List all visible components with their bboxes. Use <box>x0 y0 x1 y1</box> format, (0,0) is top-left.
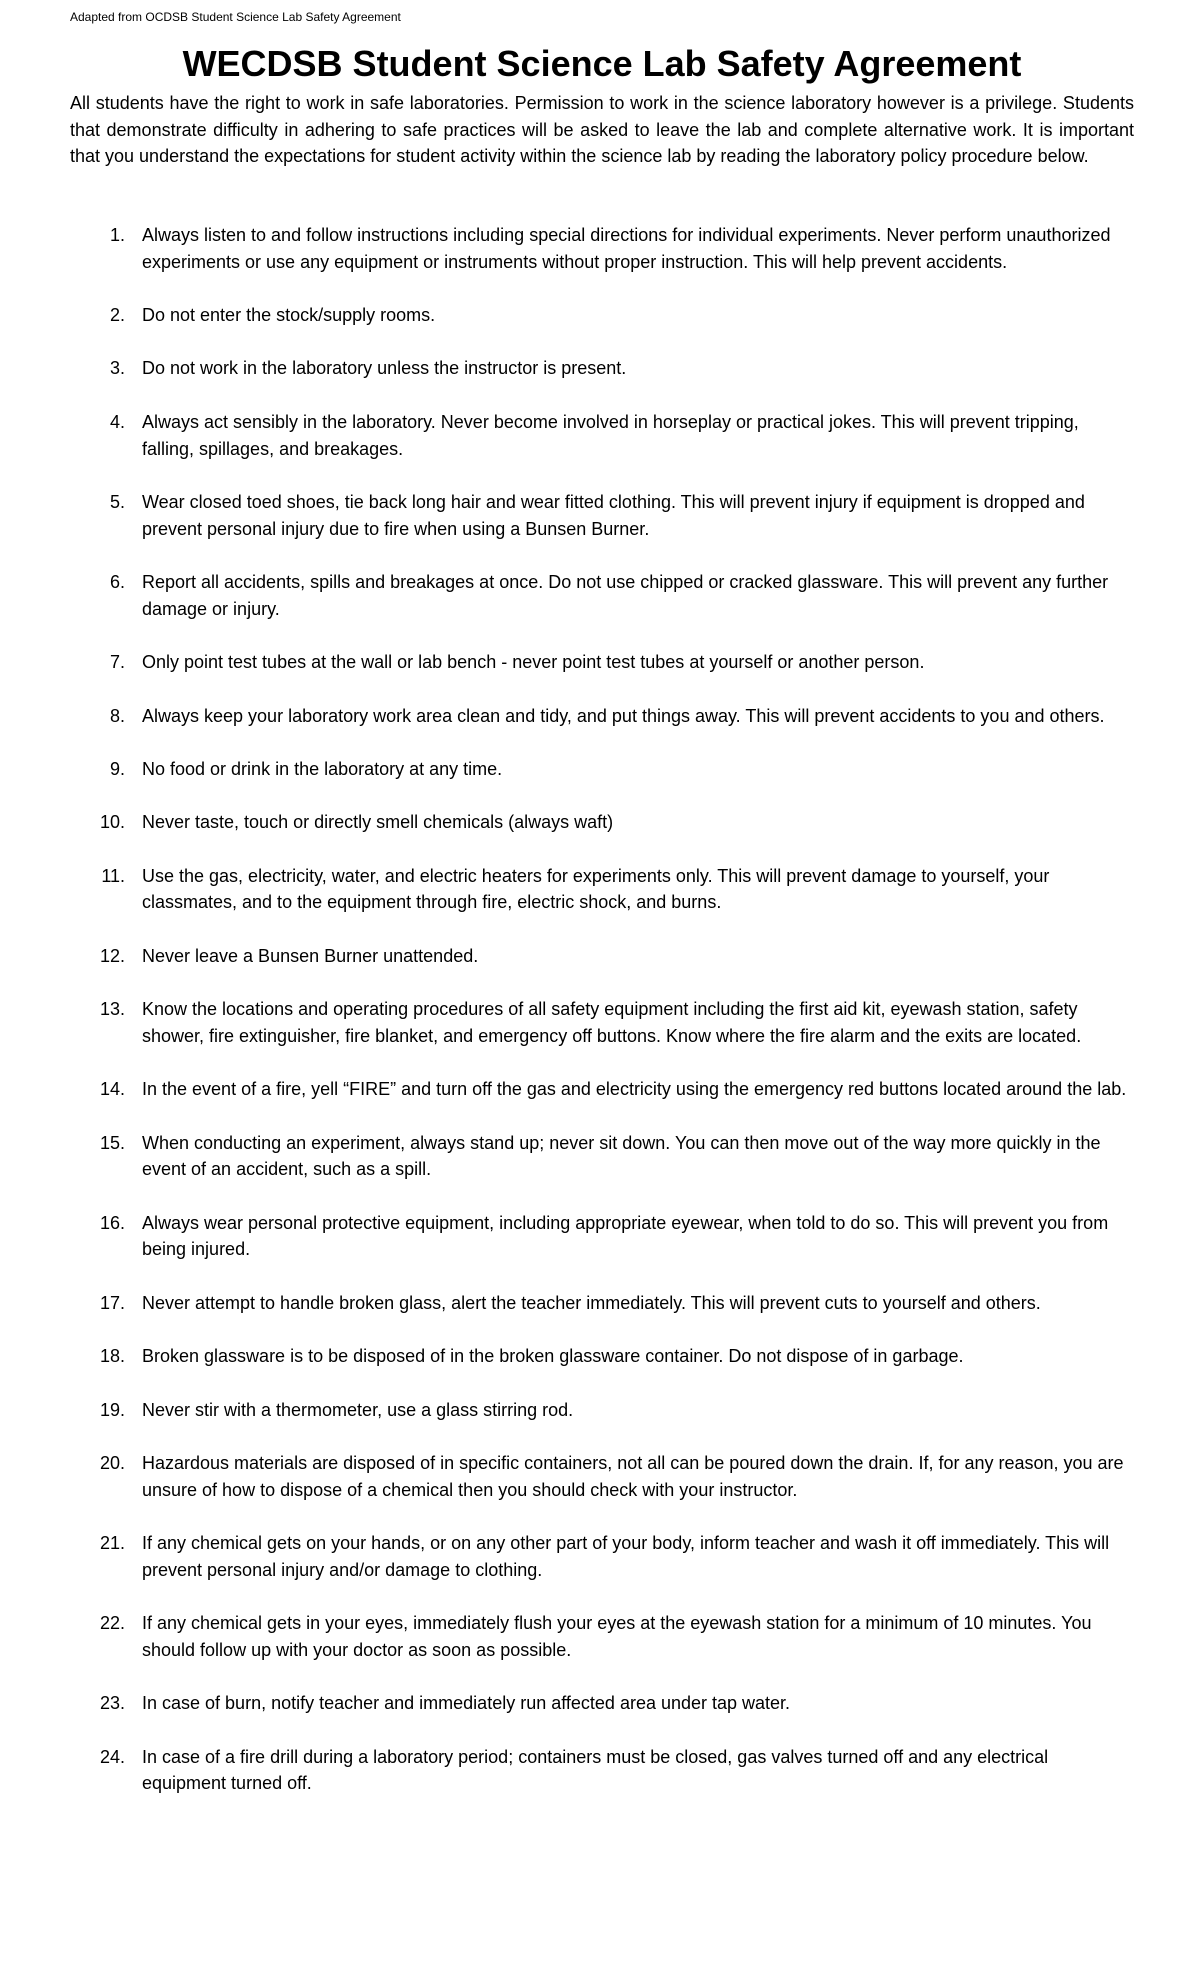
rule-item <box>70 1530 1134 1583</box>
rule-number: 6. <box>109 572 125 593</box>
rule-item <box>70 302 1134 329</box>
rule-item <box>70 943 1134 970</box>
rule-number: 23. <box>99 1693 125 1714</box>
rule-text: Only point test tubes at the wall or lab bench - never point test tubes at yourself or another person. <box>142 652 925 673</box>
rule-text: Never leave a Bunsen Burner unattended. <box>142 945 479 966</box>
rule-item <box>70 489 1134 542</box>
rule-number: 16. <box>99 1212 125 1233</box>
rule-number: 15. <box>99 1132 125 1153</box>
rule-text: Never stir with a thermometer, use a glass stirring rod. <box>142 1399 574 1420</box>
rule-number: 22. <box>99 1613 125 1634</box>
rule-item <box>70 1130 1134 1183</box>
rule-text: When conducting an experiment, always stand up; never sit down. You can then move out of the way more quickly in the event of an accident, such as a spill. <box>142 1132 1101 1180</box>
rule-item <box>70 1343 1134 1370</box>
rule-number: 2. <box>109 305 125 326</box>
rule-text: Report all accidents, spills and breakages at once. Do not use chipped or cracked glassware. This will prevent any further damage or injury. <box>142 572 1109 619</box>
rule-number: 17. <box>99 1292 125 1313</box>
rule-number: 7. <box>109 652 125 673</box>
rule-item <box>70 1744 1134 1797</box>
rule-item <box>70 1690 1134 1717</box>
rule-item <box>70 1076 1134 1103</box>
rule-number: 24. <box>99 1746 125 1767</box>
rule-item <box>70 756 1134 783</box>
rule-text: Wear closed toed shoes, tie back long hair and wear fitted clothing. This will prevent injury if equipment is dropped and prevent personal injury due to fire when using a Bunsen Burner. <box>142 491 1085 539</box>
rule-item <box>70 649 1134 676</box>
rule-item <box>70 863 1134 916</box>
rule-text: If any chemical gets on your hands, or on any other part of your body, inform teacher and wash it off immediately. This will prevent personal injury and/or damage to clothing. <box>142 1533 1110 1580</box>
rule-text: In the event of a fire, yell “FIRE” and turn off the gas and electricity using the emergency red buttons located around the lab. <box>142 1079 1127 1100</box>
rule-text: Always keep your laboratory work area clean and tidy, and put things away. This will prevent accidents to you and others. <box>142 705 1105 726</box>
rule-text: Broken glassware is to be disposed of in the broken glassware container. Do not dispose of in garbage. <box>142 1346 964 1367</box>
rule-text: Do not enter the stock/supply rooms. <box>142 305 436 326</box>
rule-number: 4. <box>109 411 125 432</box>
rule-number: 1. <box>109 225 125 245</box>
rule-text: Know the locations and operating procedures of all safety equipment including the first aid kit, eyewash station, safety shower, fire extinguisher, fire blanket, and emergency off buttons. Know where the fire alarm and the exits are located. <box>142 999 1082 1046</box>
rule-item <box>70 996 1134 1049</box>
safety-rules-list <box>70 222 1134 1824</box>
rule-number: 18. <box>99 1346 125 1367</box>
intro-paragraph: All students have the right to work in safe laboratories. Permission to work in the science laboratory however is a privilege. Students that demonstrate difficulty in adhering to safe practices will be asked to leave the lab and complete alternative work. It is important that you understand the expectations for student activity within the science lab by reading the laboratory policy procedure below. <box>70 93 1134 167</box>
rule-number: 3. <box>109 358 125 379</box>
rule-text: Hazardous materials are disposed of in specific containers, not all can be poured down the drain. If, for any reason, you are unsure of how to dispose of a chemical then you should check with your instructor. <box>142 1453 1124 1500</box>
rule-number: 5. <box>109 491 125 512</box>
rule-item <box>70 1610 1134 1663</box>
rule-number: 21. <box>99 1533 125 1554</box>
source-note: Adapted from OCDSB Student Science Lab Safety Agreement <box>70 10 401 24</box>
rule-item <box>70 222 1134 275</box>
rule-text: In case of a fire drill during a laboratory period; containers must be closed, gas valves turned off and any electrical equipment turned off. <box>142 1746 1049 1794</box>
rule-text: In case of burn, notify teacher and immediately run affected area under tap water. <box>142 1693 791 1714</box>
rule-number: 12. <box>99 945 125 966</box>
rule-item <box>70 809 1134 836</box>
rule-text: Always listen to and follow instructions including special directions for individual experiments. Never perform unauthorized experiments or use any equipment or instruments without proper instruction. This will help prevent accidents. <box>142 225 1111 272</box>
rule-text: If any chemical gets in your eyes, immediately flush your eyes at the eyewash station for a minimum of 10 minutes. You should follow up with your doctor as soon as possible. <box>142 1613 1092 1660</box>
rule-item <box>70 1450 1134 1503</box>
page-title: WECDSB Student Science Lab Safety Agreement <box>182 43 1022 84</box>
rule-number: 9. <box>109 758 125 779</box>
rule-item <box>70 1210 1134 1263</box>
rule-item <box>70 569 1134 622</box>
rule-item <box>70 355 1134 382</box>
rule-text: Always wear personal protective equipment, including appropriate eyewear, when told to do so. This will prevent you from being injured. <box>142 1212 1109 1260</box>
rule-number: 14. <box>99 1079 125 1100</box>
rule-text: Do not work in the laboratory unless the instructor is present. <box>142 358 627 379</box>
rule-text: No food or drink in the laboratory at any time. <box>142 758 503 779</box>
rule-number: 11. <box>101 865 125 886</box>
rule-item <box>70 409 1134 462</box>
rule-number: 10. <box>99 812 125 833</box>
rule-text: Never attempt to handle broken glass, alert the teacher immediately. This will prevent cuts to yourself and others. <box>142 1292 1041 1313</box>
rule-item <box>70 703 1134 730</box>
rule-text: Use the gas, electricity, water, and electric heaters for experiments only. This will prevent damage to yourself, your classmates, and to the equipment through fire, electric shock, and burns. <box>142 865 1050 913</box>
rule-number: 20. <box>99 1453 125 1474</box>
rule-text: Never taste, touch or directly smell chemicals (always waft) <box>142 812 614 833</box>
rule-number: 8. <box>109 705 125 726</box>
rule-item <box>70 1397 1134 1424</box>
rule-number: 19. <box>99 1399 125 1420</box>
rule-text: Always act sensibly in the laboratory. Never become involved in horseplay or practical jokes. This will prevent tripping, falling, spillages, and breakages. <box>142 411 1079 459</box>
rule-number: 13. <box>99 999 125 1020</box>
rule-item <box>70 1290 1134 1317</box>
